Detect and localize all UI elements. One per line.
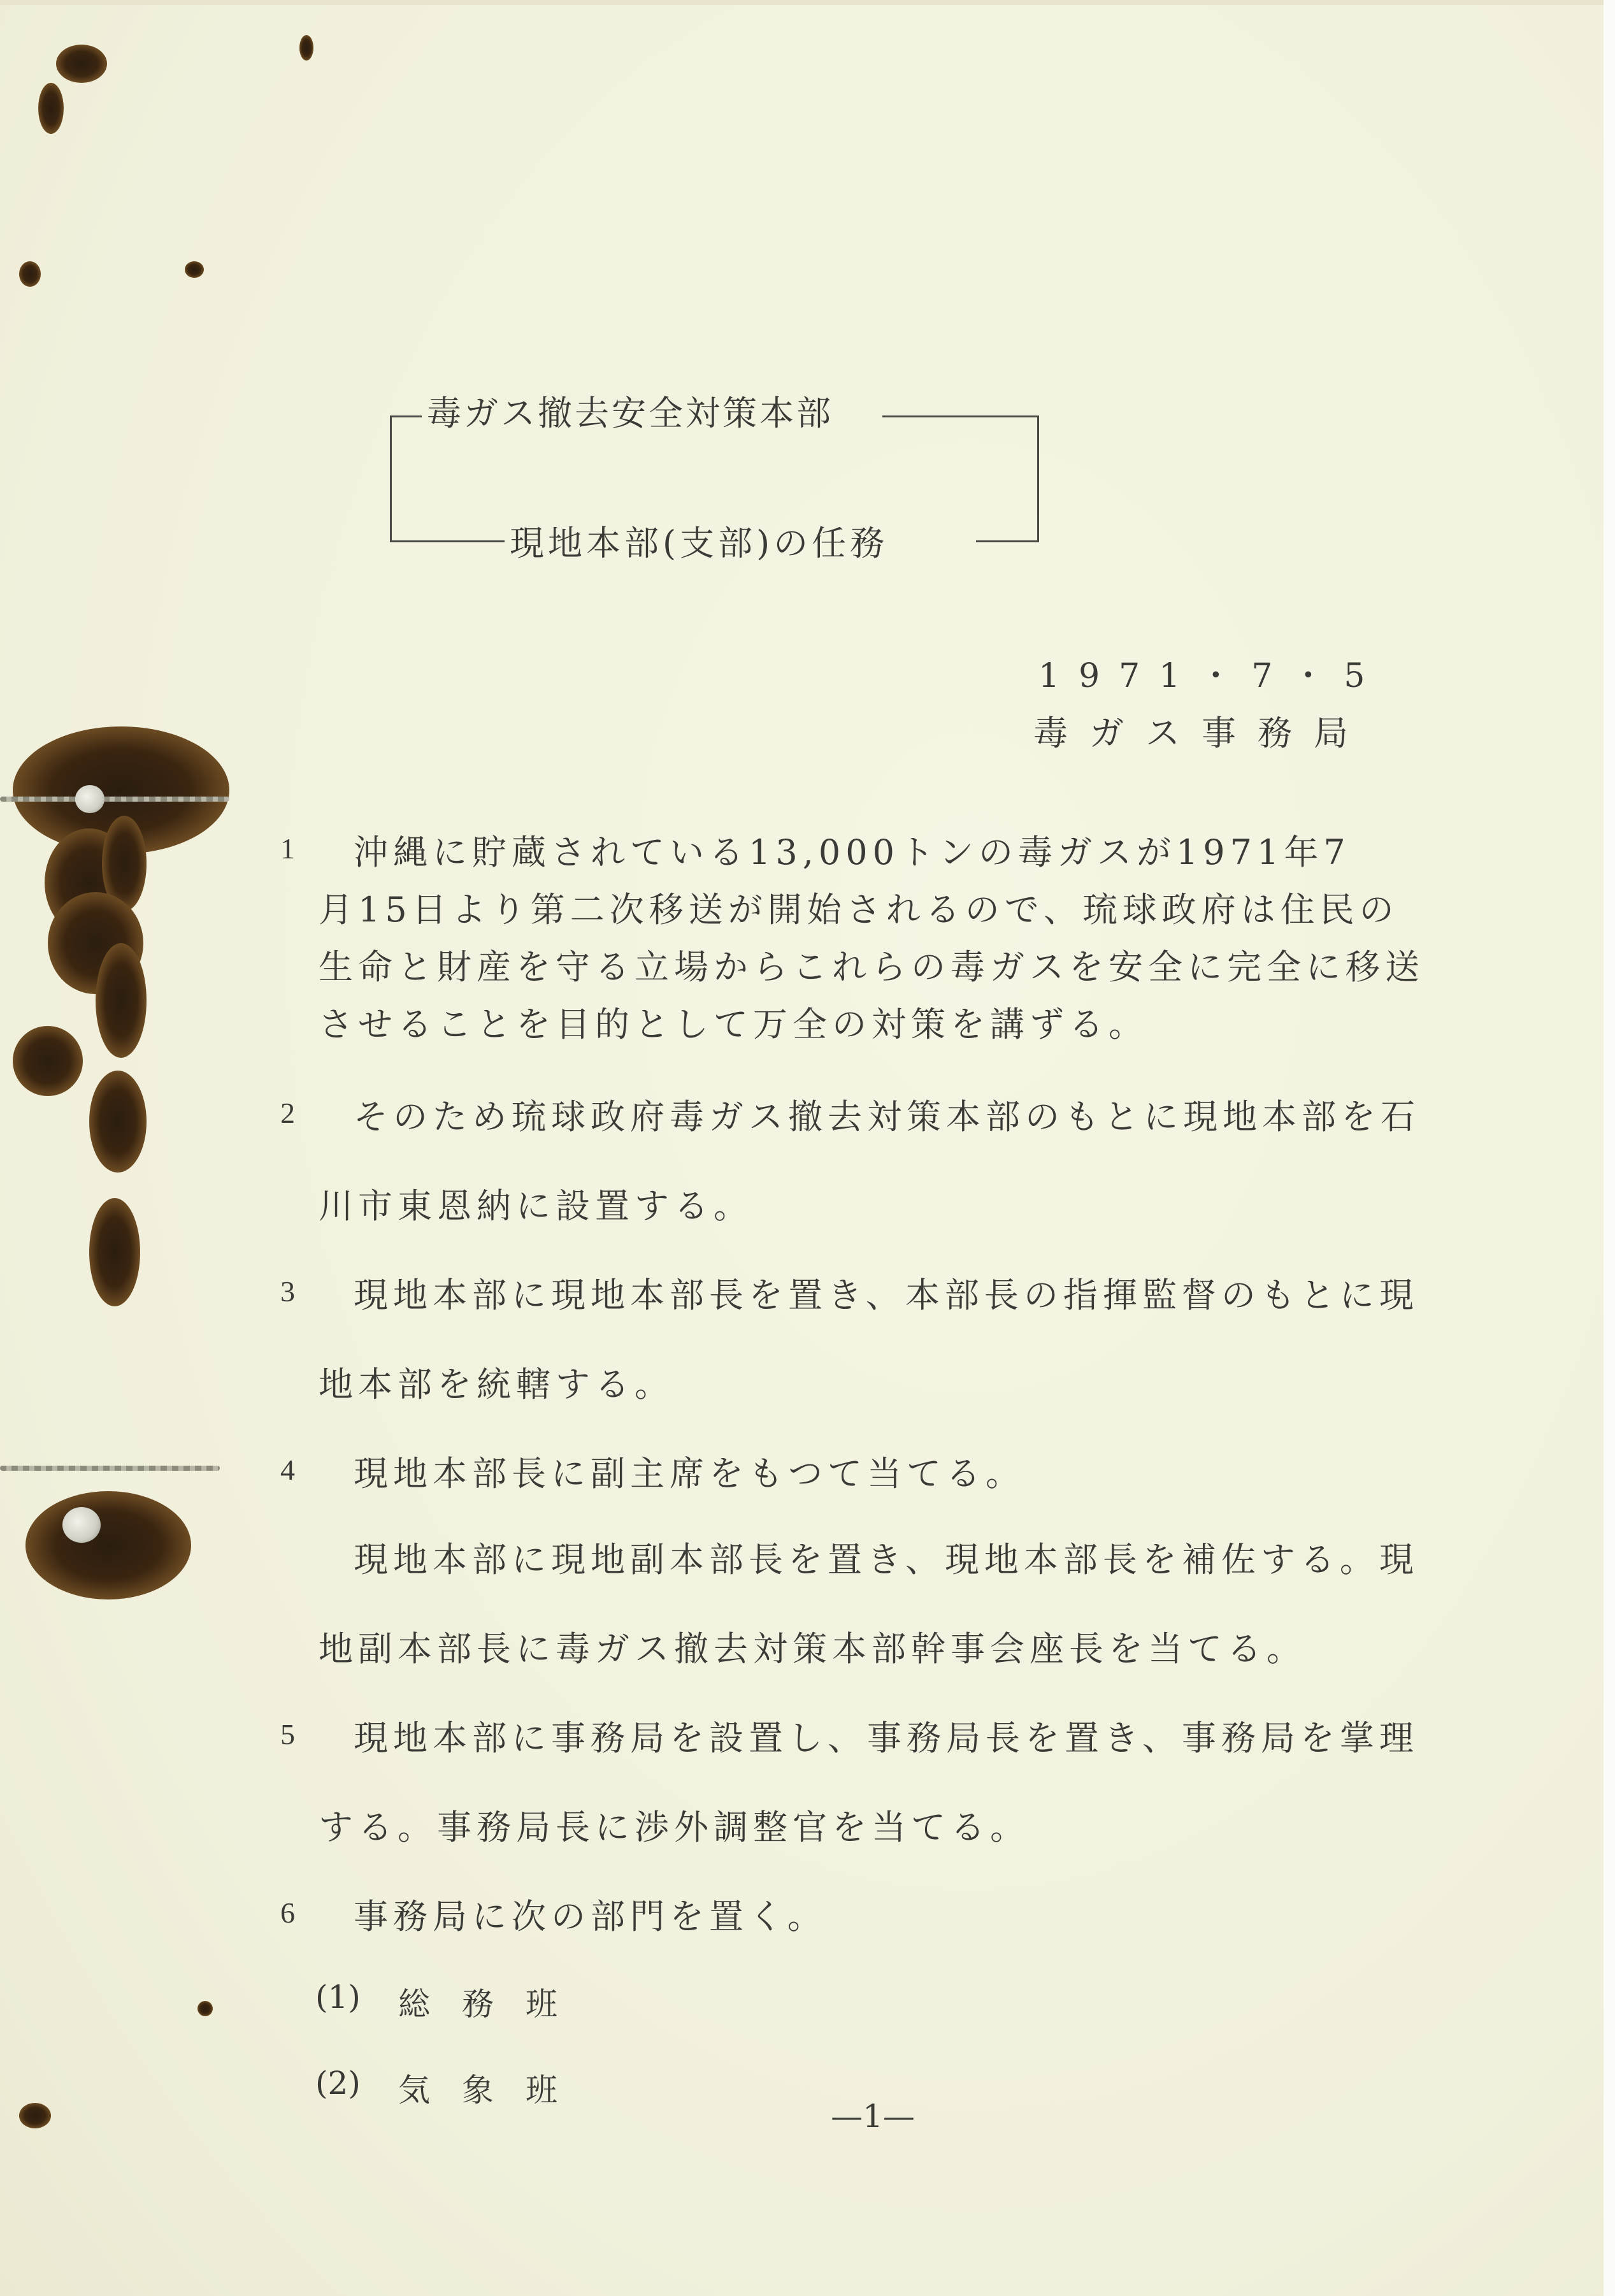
- item-number: 1: [280, 832, 295, 865]
- burn-stain: [19, 2103, 51, 2128]
- item-text-line: させることを目的として万全の対策を講ずる。: [319, 1004, 1148, 1044]
- item-text-line: 事務局に次の部門を置く。: [354, 1896, 827, 1937]
- burn-stain: [56, 45, 107, 83]
- item-text-line: 現地本部に現地副本部長を置き、現地本部長を補佐する。現: [354, 1540, 1419, 1580]
- binding-string: [0, 1466, 220, 1471]
- top-edge: [0, 0, 1615, 5]
- item-text-line: 川市東恩納に設置する。: [319, 1186, 753, 1226]
- item-text-line: 現地本部に事務局を設置し、事務局長を置き、事務局を掌理: [354, 1718, 1419, 1758]
- item-text-line: 地本部を統轄する。: [319, 1364, 674, 1404]
- binding-rivet: [62, 1507, 101, 1543]
- binding-string: [0, 797, 229, 802]
- burn-stain: [38, 83, 64, 134]
- item-number: 4: [280, 1454, 295, 1486]
- burn-stain: [197, 2001, 213, 2016]
- title-frame: [390, 540, 505, 542]
- item-text-line: する。事務局長に渉外調整官を当てる。: [319, 1807, 1030, 1847]
- item-text-line: 現地本部に現地本部長を置き、本部長の指揮監督のもとに現: [354, 1275, 1419, 1315]
- title-frame: [390, 415, 392, 542]
- binding-rivet: [75, 785, 104, 813]
- subitem-text: 気 象 班: [398, 2072, 557, 2109]
- document-title-line2: 現地本部(支部)の任務: [510, 523, 889, 563]
- item-text-line: 沖縄に貯蔵されている13,000トンの毒ガスが1971年7: [354, 832, 1351, 872]
- document-date: 1971・7・5: [1038, 657, 1384, 695]
- page-number: —1—: [831, 2098, 915, 2135]
- item-number: 5: [280, 1718, 295, 1751]
- burn-stain: [19, 261, 41, 287]
- item-number: 2: [280, 1097, 295, 1129]
- right-edge: [1604, 0, 1615, 2296]
- subitem-label: (1): [315, 1979, 361, 2016]
- item-text-line: 現地本部長に副主席をもつて当てる。: [354, 1454, 1025, 1494]
- item-text-line: 地副本部長に毒ガス撤去対策本部幹事会座長を当てる。: [319, 1629, 1306, 1669]
- title-frame: [882, 415, 1039, 417]
- subitem-label: (2): [315, 2065, 361, 2102]
- title-frame: [976, 540, 1039, 542]
- document-title-line1: 毒ガス撤去安全対策本部: [427, 393, 833, 433]
- item-text-line: そのため琉球政府毒ガス撤去対策本部のもとに現地本部を石: [354, 1097, 1420, 1137]
- title-frame: [1037, 415, 1039, 542]
- burn-stain: [13, 1026, 83, 1096]
- burn-stain: [96, 943, 147, 1058]
- item-number: 3: [280, 1275, 295, 1308]
- burn-stain: [185, 261, 204, 278]
- subitem-text: 総 務 班: [398, 1986, 557, 2023]
- issuing-office: 毒ガス事務局: [1033, 713, 1370, 753]
- burn-stain: [89, 1198, 140, 1306]
- item-text-line: 生命と財産を守る立場からこれらの毒ガスを安全に完全に移送: [319, 947, 1425, 987]
- title-frame: [390, 415, 422, 417]
- burn-stain: [25, 1491, 191, 1599]
- item-text-line: 月15日より第二次移送が開始されるので、琉球政府は住民の: [319, 890, 1399, 930]
- burn-stain: [299, 35, 313, 61]
- item-number: 6: [280, 1896, 295, 1929]
- burn-stain: [89, 1071, 147, 1173]
